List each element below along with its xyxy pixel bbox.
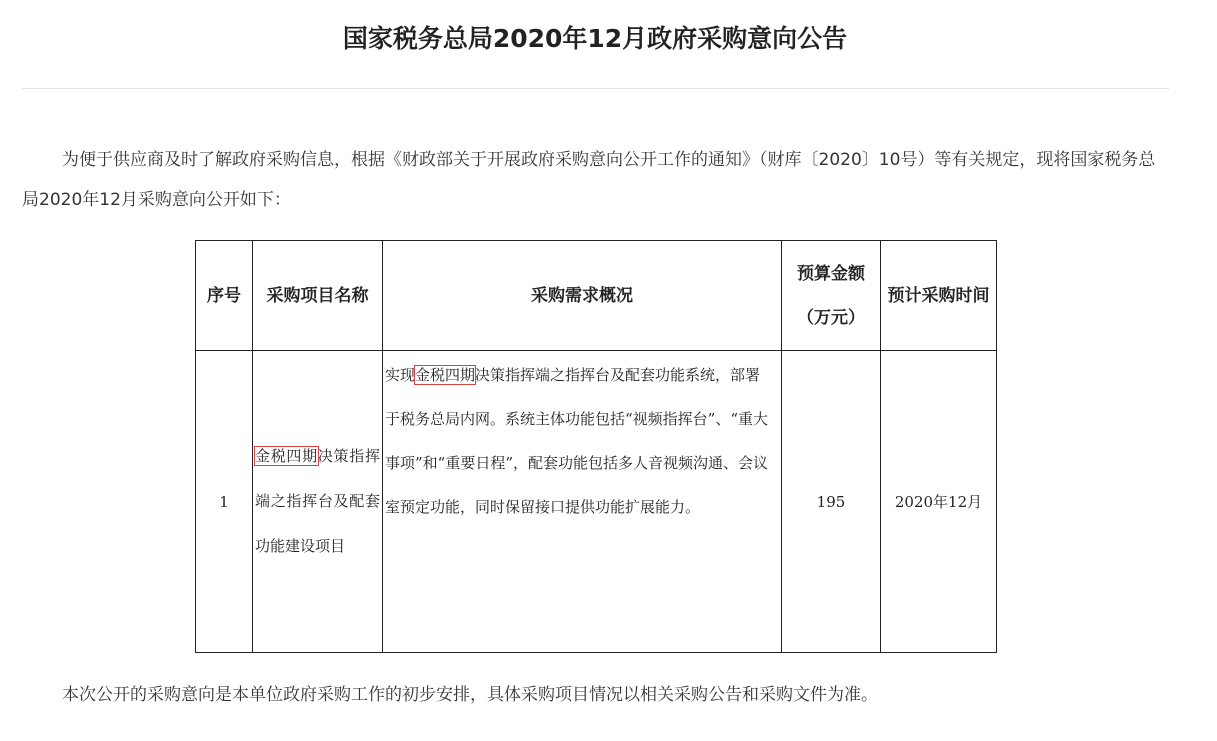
header-name: 采购项目名称 [253, 241, 383, 351]
project-name-text: 决策指挥端之指挥台及配套功能建设项目 [255, 447, 380, 555]
header-time: 预计采购时间 [881, 241, 997, 351]
header-num: 序号 [196, 241, 253, 351]
table-row [196, 351, 997, 653]
title-divider [22, 88, 1169, 89]
description-text: 决策指挥端之指挥台及配套功能系统，部署于税务总局内网。系统主体功能包括“视频指挥台”、“重大事项”和“重要日程”，配套功能包括多人音视频沟通、会议室预定功能，同时保留接口提供功能扩展能力。 [385, 366, 769, 516]
row-project-name [253, 351, 383, 653]
closing-paragraph: 本次公开的采购意向是本单位政府采购工作的初步安排，具体采购项目情况以相关采购公告和采购文件为准。 [62, 685, 878, 705]
highlight-keyword: 金税四期 [415, 366, 476, 384]
procurement-table [195, 240, 997, 653]
row-description [383, 351, 782, 653]
page-title: 国家税务总局2020年12月政府采购意向公告 [342, 24, 848, 53]
row-time: 2020年12月 [881, 351, 997, 653]
highlight-keyword: 金税四期 [255, 447, 318, 465]
row-num: 1 [196, 351, 253, 653]
table-header-row [196, 241, 997, 351]
intro-paragraph: 为便于供应商及时了解政府采购信息，根据《财政部关于开展政府采购意向公开工作的通知》（财库〔2020〕10号）等有关规定，现将国家税务总局2020年12月采购意向公开如下： [22, 150, 1156, 210]
row-budget: 195 [782, 351, 881, 653]
header-budget: 预算金额（万元） [782, 241, 881, 351]
header-desc: 采购需求概况 [383, 241, 782, 351]
description-prefix: 实现 [385, 366, 416, 384]
